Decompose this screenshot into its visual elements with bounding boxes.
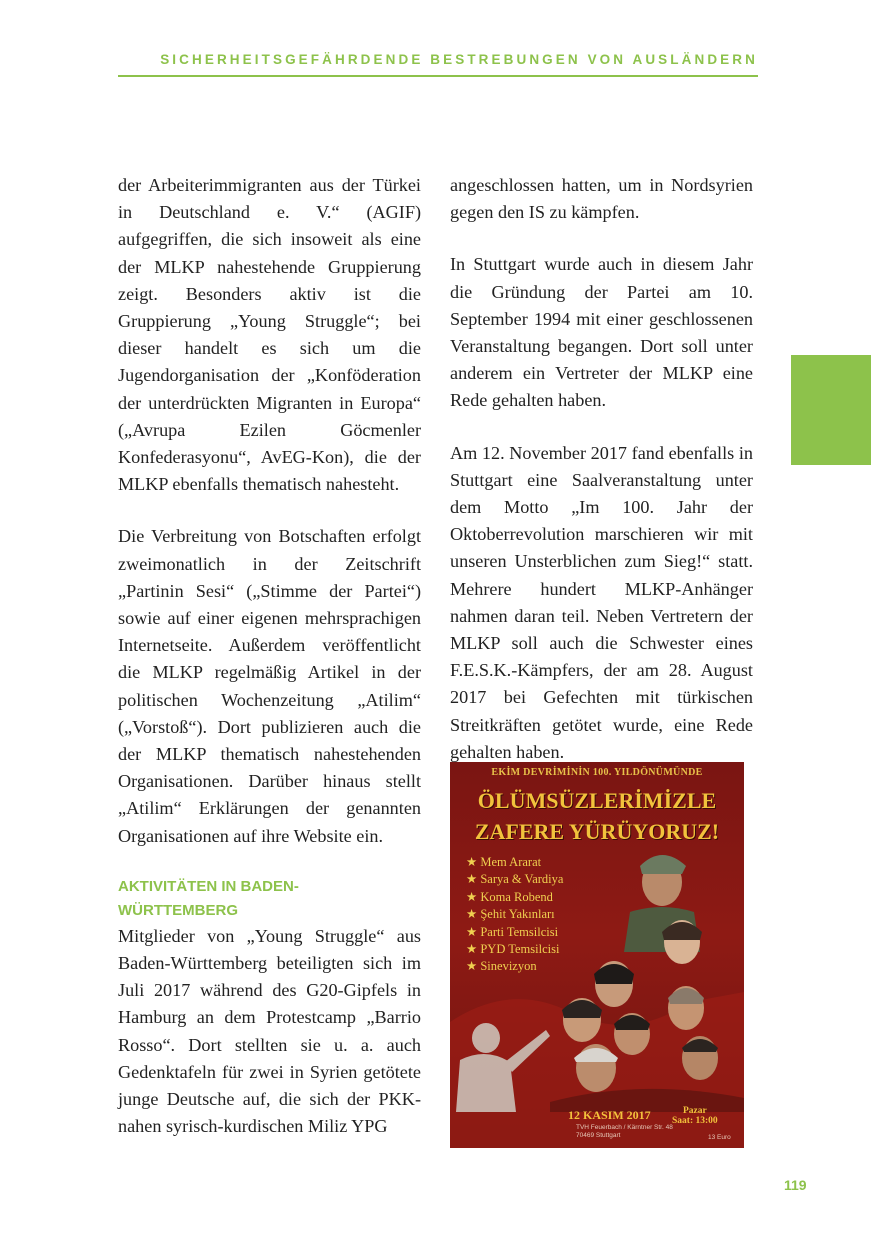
left-column <box>118 172 421 1166</box>
poster-program-item: ★ Koma Robend <box>466 889 563 906</box>
poster-venue-line: 70469 Stuttgart <box>576 1132 621 1139</box>
poster-headline: ZAFERE YÜRÜYORUZ! <box>474 819 720 844</box>
poster-program-item: ★ Mem Ararat <box>466 854 563 871</box>
body-paragraph: Am 12. November 2017 fand ebenfalls in Stuttgart eine Saalveranstaltung unter dem Motto „Im 100. Jahr der Oktoberrevolution marschieren wir mit unseren Unsterblichen zum Sieg!“ statt. Mehrere hundert MLKP-Anhänger nahmen daran teil. Neben Vertretern der MLKP soll auch die Schwester eines F.E.S.K.-Kämpfers, der am 28. August 2017 bei Gefechten mit türkischen Streitkräften getötet wurde, eine Rede gehalten haben. <box>450 442 753 762</box>
body-paragraph: Die Verbreitung von Botschaften erfolgt zweimonatlich in der Zeitschrift „Partinin Sesi“ („Stimme der Partei“) sowie auf einer eigenen mehrsprachigen Internetseite. Außerdem veröffentlicht die MLKP regelmäßig Artikel in der politischen Wochenzeitung „Atilim“ („Vorstoß“). Dort publizieren auch die der MLKP thematisch nahestehenden Organisationen. Darüber hinaus stellt „Atilim“ Erklärungen der genannten Organisationen auf ihre Website ein. <box>118 526 421 846</box>
poster-program-list <box>466 854 563 976</box>
poster-headline: ÖLÜMSÜZLERİMİZLE <box>477 788 717 813</box>
poster-venue <box>576 1124 673 1140</box>
page-number: 119 <box>784 1177 807 1193</box>
poster-program-item: ★ Sarya & Vardiya <box>466 871 563 888</box>
section-heading-line-2: WÜRTTEMBERG <box>118 901 238 919</box>
poster-program-item: ★ Parti Temsilcisi <box>466 924 563 941</box>
running-header: SICHERHEITSGEFÄHRDENDE BESTREBUNGEN VON AUSLÄNDERN <box>160 52 758 67</box>
poster-top-line: EKİM DEVRİMİNİN 100. YILDÖNÜMÜNDE <box>491 767 703 778</box>
body-paragraph: In Stuttgart wurde auch in diesem Jahr die Gründung der Partei am 10. September 1994 mit einer geschlossenen Veranstaltung begangen. Dort soll unter anderem ein Vertreter der MLKP eine Rede gehalten haben. <box>450 254 753 411</box>
body-paragraph: angeschlossen hatten, um in Nordsyrien gegen den IS zu kämpfen. <box>450 175 753 223</box>
poster-program-item: ★ Sinevizyon <box>466 958 563 975</box>
poster-program-item: ★ PYD Temsilcisi <box>466 941 563 958</box>
poster-time: Saat: 13:00 <box>672 1116 718 1126</box>
body-paragraph: Mitglieder von „Young Struggle“ aus Baden-Württemberg beteiligten sich im Juli 2017 während des G20-Gipfels in Hamburg an dem Protestcamp „Barrio Rosso“. Dort stellten sie u. a. auch Gedenktafeln für zwei in Syrien getötete junge Deutsche auf, die sich der PKK-nahen syrisch-kurdischen Miliz YPG <box>118 925 421 1137</box>
section-heading-line-1: AKTIVITÄTEN IN BADEN- <box>118 877 299 895</box>
chapter-tab <box>791 355 871 465</box>
poster-date: 12 KASIM 2017 <box>568 1108 651 1122</box>
event-poster-image <box>450 762 744 1148</box>
right-column <box>450 172 753 791</box>
header-rule <box>118 75 758 77</box>
poster-day: Pazar <box>682 1106 707 1116</box>
poster-venue-line: TVH Feuerbach / Kärntner Str. 48 <box>576 1124 673 1131</box>
section-heading <box>118 875 421 923</box>
poster-program-item: ★ Şehit Yakınları <box>466 906 563 923</box>
poster-corner-text: 13 Euro <box>708 1134 731 1141</box>
body-paragraph: der Arbeiterimmigranten aus der Türkei in Deutschland e. V.“ (AGIF) aufgegriffen, die sich insoweit als eine der MLKP nahestehende Gruppierung zeigt. Besonders aktiv ist die Gruppierung „Young Struggle“; bei dieser handelt es sich um die Jugendorganisation der „Konföderation der unterdrückten Migranten in Europa“ („Avrupa Ezilen Göcmenler Konfederasyonu“, AvEG-Kon), die der MLKP ebenfalls thematisch nahesteht. <box>118 175 421 495</box>
poster-day-time <box>672 1106 718 1126</box>
